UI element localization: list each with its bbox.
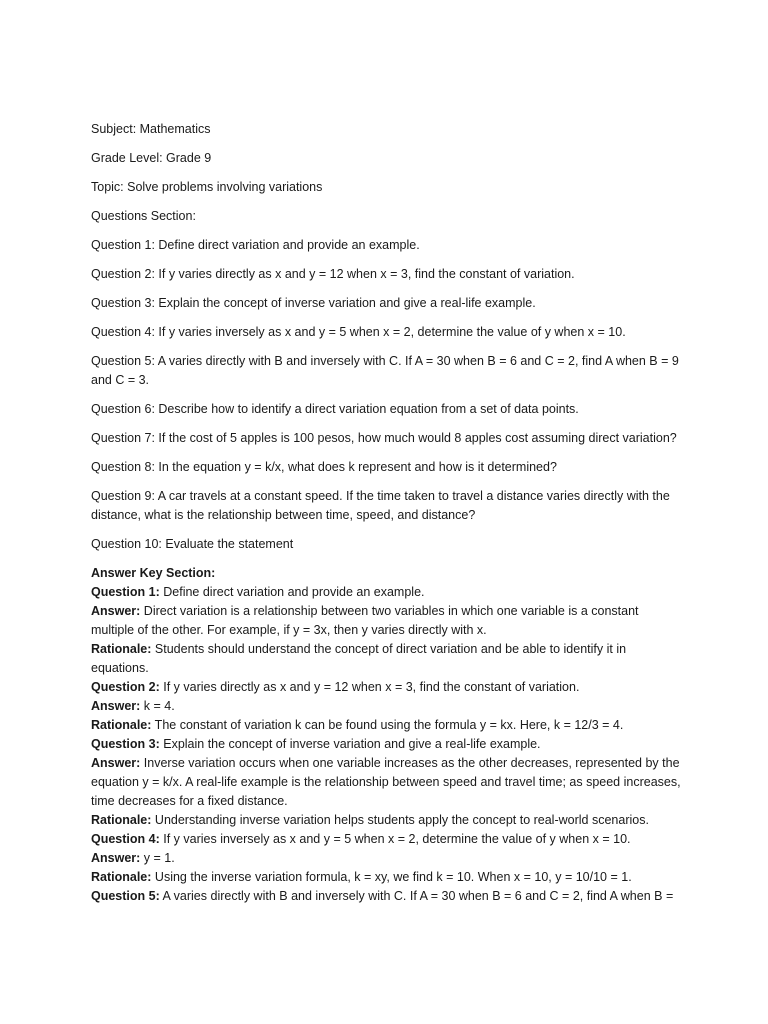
ak-question-1 [91,583,681,602]
ak-label: Question 1: [91,585,160,599]
ak-answer-3 [91,754,681,811]
ak-text: The constant of variation k can be found using the formula y = kx. Here, k = 12/3 = 4. [151,718,624,732]
ak-label: Rationale: [91,718,152,732]
ak-label: Question 2: [91,680,160,694]
ak-text: k = 4. [140,699,175,713]
question-6: Question 6: Describe how to identify a direct variation equation from a set of data points. [91,402,579,416]
question-1: Question 1: Define direct variation and provide an example. [91,238,420,252]
question-4: Question 4: If y varies inversely as x and y = 5 when x = 2, determine the value of y when x = 10. [91,325,626,339]
question-8: Question 8: In the equation y = k/x, what does k represent and how is it determined? [91,460,557,474]
ak-text: y = 1. [140,851,175,865]
ak-answer-4 [91,849,681,868]
grade-level-line: Grade Level: Grade 9 [91,151,212,165]
ak-text: Students should understand the concept of direct variation and be able to identify it in equations. [91,642,627,675]
ak-question-5 [91,887,681,906]
ak-text: Inverse variation occurs when one variable increases as the other decreases, represented by the equation y = k/x. A real-life example is the relationship between speed and travel time; as speed increases, time decreases for a fixed distance. [91,756,681,808]
ak-label: Answer: [91,604,141,618]
ak-text: Explain the concept of inverse variation and give a real-life example. [159,737,541,751]
ak-label: Question 5: [91,889,160,903]
document-page [91,120,681,906]
ak-text: Define direct variation and provide an example. [159,585,425,599]
ak-question-3 [91,735,681,754]
ak-question-4 [91,830,681,849]
ak-label: Question 4: [91,832,160,846]
question-10: Question 10: Evaluate the statement [91,537,294,551]
ak-label: Rationale: [91,870,152,884]
ak-label: Rationale: [91,642,152,656]
question-5: Question 5: A varies directly with B and inversely with C. If A = 30 when B = 6 and C = 2, find A when B = 9 and C = 3. [91,354,679,387]
ak-text: If y varies inversely as x and y = 5 when x = 2, determine the value of y when x = 10. [159,832,631,846]
questions-list [91,236,681,554]
subject-line: Subject: Mathematics [91,122,211,136]
question-9: Question 9: A car travels at a constant speed. If the time taken to travel a distance varies directly with the distance, what is the relationship between time, speed, and distance? [91,489,670,522]
ak-rationale-3 [91,811,681,830]
ak-label: Question 3: [91,737,160,751]
ak-text: Direct variation is a relationship between two variables in which one variable is a constant multiple of the other. For example, if y = 3x, then y varies directly with x. [91,604,639,637]
topic-line: Topic: Solve problems involving variations [91,180,323,194]
question-3: Question 3: Explain the concept of inverse variation and give a real-life example. [91,296,536,310]
ak-answer-1 [91,602,681,640]
question-2: Question 2: If y varies directly as x and y = 12 when x = 3, find the constant of variation. [91,267,575,281]
ak-label: Answer: [91,699,141,713]
ak-question-2 [91,678,681,697]
answer-key-section [91,564,681,906]
ak-text: Using the inverse variation formula, k = xy, we find k = 10. When x = 10, y = 10/10 = 1. [151,870,632,884]
questions-section-heading: Questions Section: [91,209,196,223]
ak-label: Answer: [91,851,141,865]
ak-rationale-1 [91,640,681,678]
ak-text: A varies directly with B and inversely with C. If A = 30 when B = 6 and C = 2, find A when B = [159,889,674,903]
ak-label: Answer: [91,756,141,770]
ak-text: If y varies directly as x and y = 12 when x = 3, find the constant of variation. [159,680,580,694]
answer-key-heading: Answer Key Section: [91,566,216,580]
ak-rationale-4 [91,868,681,887]
ak-text: Understanding inverse variation helps students apply the concept to real-world scenarios. [151,813,649,827]
ak-answer-2 [91,697,681,716]
question-7: Question 7: If the cost of 5 apples is 100 pesos, how much would 8 apples cost assuming direct variation? [91,431,677,445]
ak-label: Rationale: [91,813,152,827]
ak-rationale-2 [91,716,681,735]
